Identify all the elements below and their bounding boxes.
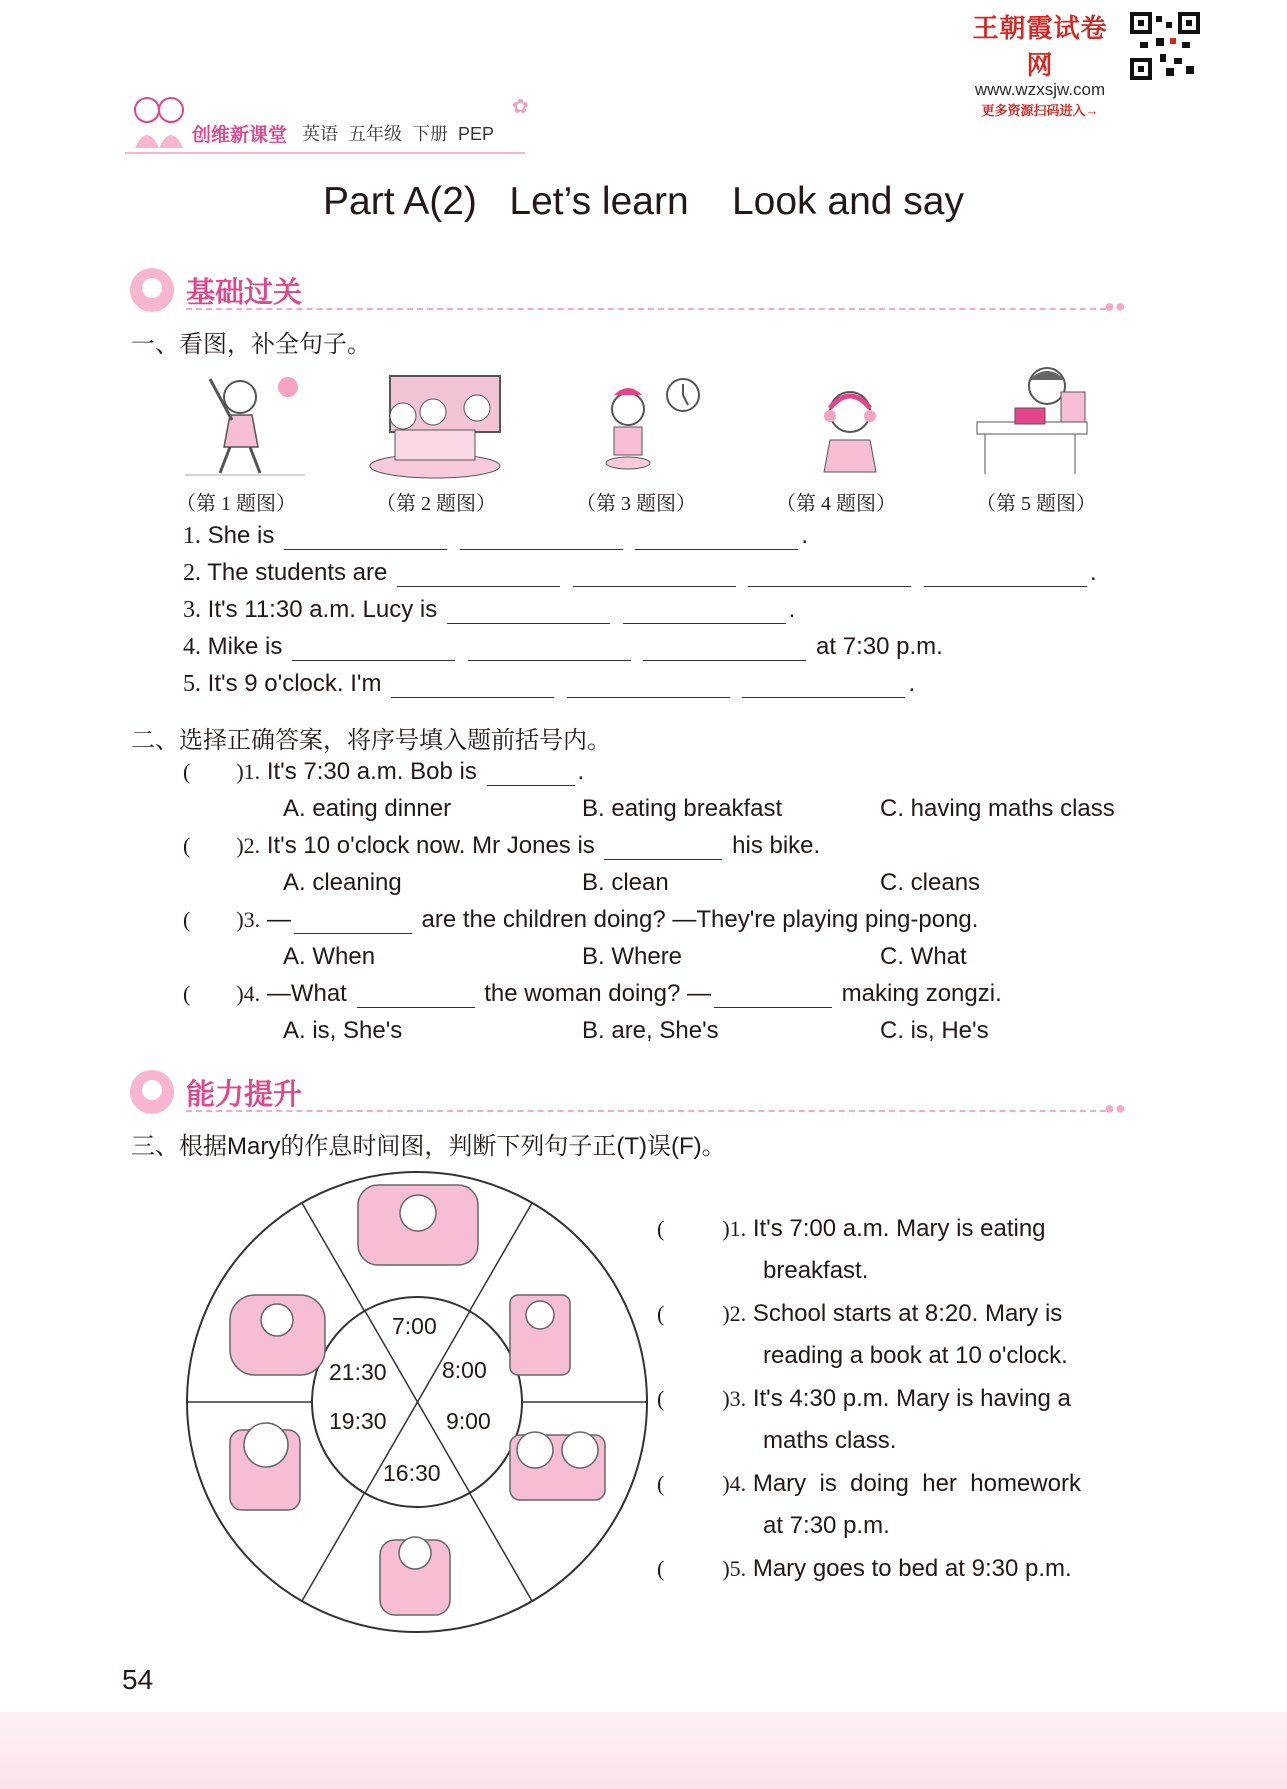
- answer-blank[interactable]: [742, 671, 905, 698]
- answer-paren[interactable]: (: [183, 759, 191, 784]
- answer-blank[interactable]: [573, 560, 736, 587]
- picture-3: [588, 375, 708, 475]
- mc4-option-b[interactable]: B. are, She's: [582, 1017, 719, 1044]
- section-title-improve: 能力提升: [186, 1079, 303, 1111]
- answer-blank[interactable]: [924, 560, 1087, 587]
- answer-paren[interactable]: (: [183, 907, 191, 932]
- mc3-option-a[interactable]: A. When: [283, 943, 376, 970]
- answer-blank[interactable]: [643, 634, 806, 661]
- series-name: 创维新课堂: [192, 125, 288, 146]
- time-label: 9:00: [446, 1408, 491, 1434]
- mc2-option-b[interactable]: B. clean: [582, 869, 669, 896]
- answer-paren[interactable]: (: [657, 1301, 665, 1326]
- dots-icon: ●●: [1104, 1098, 1126, 1118]
- fill-item-5: 5. It's 9 o'clock. I'm .: [183, 670, 916, 697]
- q1-heading: 一、看图，补全句子。: [131, 331, 371, 358]
- series-logo-icon: [125, 88, 195, 154]
- mc4-option-c[interactable]: C. is, He's: [880, 1017, 989, 1044]
- answer-blank[interactable]: [292, 634, 455, 661]
- answer-blank[interactable]: [357, 981, 475, 1008]
- caption-2: （第 2 题图）: [376, 493, 496, 515]
- mc3-option-c[interactable]: C. What: [880, 943, 967, 970]
- mc2-option-c[interactable]: C. cleans: [880, 869, 981, 896]
- q3-heading: 三、根据Mary的作息时间图，判断下列句子正(T)误(F)。: [131, 1133, 726, 1160]
- watermark-slogan: 更多资源扫码进入→: [981, 103, 1099, 118]
- answer-blank[interactable]: [397, 560, 560, 587]
- time-label: 16:30: [383, 1460, 441, 1486]
- mc-question-2: ( )2. It's 10 o'clock now. Mr Jones is his bike.: [183, 832, 821, 859]
- header-divider: [125, 152, 525, 154]
- watermark: [960, 8, 1120, 119]
- picture-2: [365, 372, 505, 480]
- tf-item-4: ( )4. Mary is doing her homework at 7:30 p.m.: [657, 1470, 1081, 1539]
- dots-icon: ●●: [1104, 296, 1126, 316]
- picture-1: [180, 365, 310, 480]
- picture-5: [975, 362, 1105, 476]
- fill-item-3: 3. It's 11:30 a.m. Lucy is .: [183, 596, 796, 623]
- page-number: 54: [122, 1664, 154, 1695]
- answer-paren[interactable]: (: [657, 1471, 665, 1496]
- caption-5: （第 5 题图）: [976, 493, 1096, 515]
- mc-question-3: ( )3. — are the children doing? —They're playing ping-pong.: [183, 906, 979, 933]
- section-divider: [186, 1110, 1106, 1112]
- caption-1: （第 1 题图）: [176, 493, 296, 515]
- fill-item-1: 1. She is .: [183, 522, 809, 549]
- time-label: 21:30: [329, 1359, 387, 1385]
- mc1-option-c[interactable]: C. having maths class: [880, 795, 1115, 822]
- mc1-option-b[interactable]: B. eating breakfast: [582, 795, 783, 822]
- answer-blank[interactable]: [487, 759, 575, 786]
- q2-heading: 二、选择正确答案，将序号填入题前括号内。: [131, 727, 611, 754]
- tf-item-5: ( )5. Mary goes to bed at 9:30 p.m.: [657, 1555, 1072, 1582]
- answer-blank[interactable]: [635, 523, 798, 550]
- section-title-basics: 基础过关: [186, 277, 303, 309]
- schedule-wheel: [180, 1165, 655, 1640]
- answer-paren[interactable]: (: [183, 981, 191, 1006]
- flower-icon: ✿: [512, 96, 529, 118]
- fill-item-2: 2. The students are .: [183, 559, 1097, 586]
- mc2-option-a[interactable]: A. cleaning: [283, 869, 402, 896]
- caption-3: （第 3 题图）: [576, 493, 696, 515]
- time-label: 7:00: [392, 1313, 437, 1339]
- mc1-option-a[interactable]: A. eating dinner: [283, 795, 452, 822]
- answer-paren[interactable]: (: [657, 1556, 665, 1581]
- mc4-option-a[interactable]: A. is, She's: [283, 1017, 403, 1044]
- section-badge-icon: [128, 266, 176, 314]
- answer-blank[interactable]: [604, 833, 722, 860]
- tf-item-2: ( )2. School starts at 8:20. Mary is reading a book at 10 o'clock.: [657, 1300, 1068, 1369]
- fill-item-4: 4. Mike is at 7:30 p.m.: [183, 633, 943, 660]
- answer-blank[interactable]: [447, 597, 610, 624]
- answer-blank[interactable]: [391, 671, 554, 698]
- answer-blank[interactable]: [623, 597, 786, 624]
- answer-paren[interactable]: (: [657, 1386, 665, 1411]
- time-label: 19:30: [329, 1408, 387, 1434]
- caption-4: （第 4 题图）: [776, 493, 896, 515]
- watermark-brand: 王朝霞试卷网: [972, 13, 1108, 80]
- page-title: Part A(2) Let’s learn Look and say: [323, 180, 964, 223]
- tf-item-3: ( )3. It's 4:30 p.m. Mary is having a maths class.: [657, 1385, 1071, 1454]
- answer-blank[interactable]: [468, 634, 631, 661]
- tf-item-1: ( )1. It's 7:00 a.m. Mary is eating breakfast.: [657, 1215, 1046, 1284]
- answer-blank[interactable]: [294, 907, 412, 934]
- answer-blank[interactable]: [714, 981, 832, 1008]
- picture-4: [800, 378, 900, 476]
- book-meta: 英语 五年级 下册 PEP: [302, 124, 495, 144]
- answer-paren[interactable]: (: [657, 1216, 665, 1241]
- bottom-band: [0, 1712, 1287, 1789]
- answer-blank[interactable]: [748, 560, 911, 587]
- answer-blank[interactable]: [567, 671, 730, 698]
- answer-blank[interactable]: [460, 523, 623, 550]
- section-badge-icon: [128, 1068, 176, 1116]
- qr-code-icon: [1130, 12, 1200, 80]
- time-label: 8:00: [442, 1357, 487, 1383]
- mc3-option-b[interactable]: B. Where: [582, 943, 683, 970]
- answer-blank[interactable]: [284, 523, 447, 550]
- section-divider: [186, 308, 1106, 310]
- answer-paren[interactable]: (: [183, 833, 191, 858]
- mc-question-1: ( )1. It's 7:30 a.m. Bob is .: [183, 758, 585, 785]
- watermark-url: www.wzxsjw.com: [974, 80, 1106, 99]
- mc-question-4: ( )4. —What the woman doing? — making zongzi.: [183, 980, 1002, 1007]
